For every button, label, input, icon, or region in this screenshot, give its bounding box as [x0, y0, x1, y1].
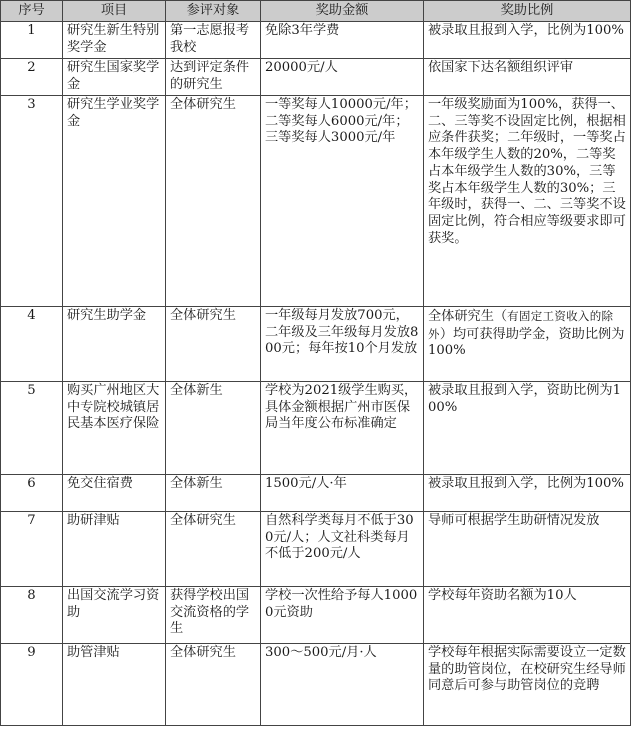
row-no: 7	[1, 512, 63, 587]
header-item: 项目	[63, 1, 166, 22]
row-ratio: 依国家下达名额组织评审	[424, 59, 631, 96]
row-amount: 免除3年学费	[261, 22, 424, 59]
table-row	[1, 59, 631, 96]
table-row	[1, 96, 631, 307]
table-row	[1, 587, 631, 644]
row-item: 研究生新生特别奖学金	[63, 22, 166, 59]
row-amount: 20000元/人	[261, 59, 424, 96]
row-ratio: 一年级奖励面为100%，获得一、二、三等奖不设固定比例，根据相应条件获奖；二年级时，一等奖占本年级学生人数的20%，二等奖占本年级学生人数的30%，三等奖占本年级学生人数的30%；三年级时，获得一、二、三等奖不设固定比例，符合相应等级要求即可获奖。	[424, 96, 631, 307]
row-no: 5	[1, 382, 63, 475]
row-amount: 学校为2021级学生购买，具体金额根据广州市医保局当年度公布标准确定	[261, 382, 424, 475]
ratio-text-pre: 全体研究生（	[428, 309, 508, 324]
row-item: 助研津贴	[63, 512, 166, 587]
row-no: 3	[1, 96, 63, 307]
row-item: 研究生国家奖学金	[63, 59, 166, 96]
header-ratio: 奖助比例	[424, 1, 631, 22]
table-row	[1, 307, 631, 382]
row-ratio: 学校每年根据实际需要设立一定数量的助管岗位，在校研究生经导师同意后可参与助管岗位的竞聘	[424, 644, 631, 726]
row-amount: 自然科学类每月不低于300元/人；人文社科类每月不低于200元/人	[261, 512, 424, 587]
row-no: 8	[1, 587, 63, 644]
row-target: 全体新生	[166, 382, 261, 475]
table-row	[1, 512, 631, 587]
row-target: 全体研究生	[166, 512, 261, 587]
row-amount: 一等奖每人10000元/年；二等奖每人6000元/年；三等奖每人3000元/年	[261, 96, 424, 307]
row-ratio: 被录取且报到入学，资助比例为100%	[424, 382, 631, 475]
row-target: 达到评定条件的研究生	[166, 59, 261, 96]
row-ratio: 导师可根据学生助研情况发放	[424, 512, 631, 587]
row-ratio: 被录取且报到入学，比例为100%	[424, 475, 631, 512]
row-amount: 300～500元/月·人	[261, 644, 424, 726]
row-amount: 学校一次性给予每人10000元资助	[261, 587, 424, 644]
ratio-text-post: ）均可获得助学金，资助比例为100%	[428, 326, 625, 359]
row-target: 全体研究生	[166, 307, 261, 382]
row-item: 购买广州地区大中专院校城镇居民基本医疗保险	[63, 382, 166, 475]
row-item: 免交住宿费	[63, 475, 166, 512]
row-item: 研究生学业奖学金	[63, 96, 166, 307]
row-no: 2	[1, 59, 63, 96]
ratio-note: 有固定工资收入的除外	[428, 309, 614, 341]
row-target: 第一志愿报考我校	[166, 22, 261, 59]
row-amount: 1500元/人·年	[261, 475, 424, 512]
row-target: 获得学校出国交流资格的学生	[166, 587, 261, 644]
row-no: 6	[1, 475, 63, 512]
table-row	[1, 382, 631, 475]
row-item: 出国交流学习资助	[63, 587, 166, 644]
row-target: 全体研究生	[166, 644, 261, 726]
table-row	[1, 475, 631, 512]
row-item: 助管津贴	[63, 644, 166, 726]
table-row	[1, 644, 631, 726]
table-header-row	[1, 1, 631, 22]
row-ratio: 学校每年资助名额为10人	[424, 587, 631, 644]
row-target: 全体研究生	[166, 96, 261, 307]
header-amount: 奖助金额	[261, 1, 424, 22]
header-no: 序号	[1, 1, 63, 22]
row-no: 1	[1, 22, 63, 59]
row-amount: 一年级每月发放700元，二年级及三年级每月发放800元；每年按10个月发放	[261, 307, 424, 382]
header-target: 参评对象	[166, 1, 261, 22]
row-no: 9	[1, 644, 63, 726]
row-target: 全体新生	[166, 475, 261, 512]
row-no: 4	[1, 307, 63, 382]
row-ratio	[424, 307, 631, 382]
table-row	[1, 22, 631, 59]
row-ratio: 被录取且报到入学，比例为100%	[424, 22, 631, 59]
row-item: 研究生助学金	[63, 307, 166, 382]
